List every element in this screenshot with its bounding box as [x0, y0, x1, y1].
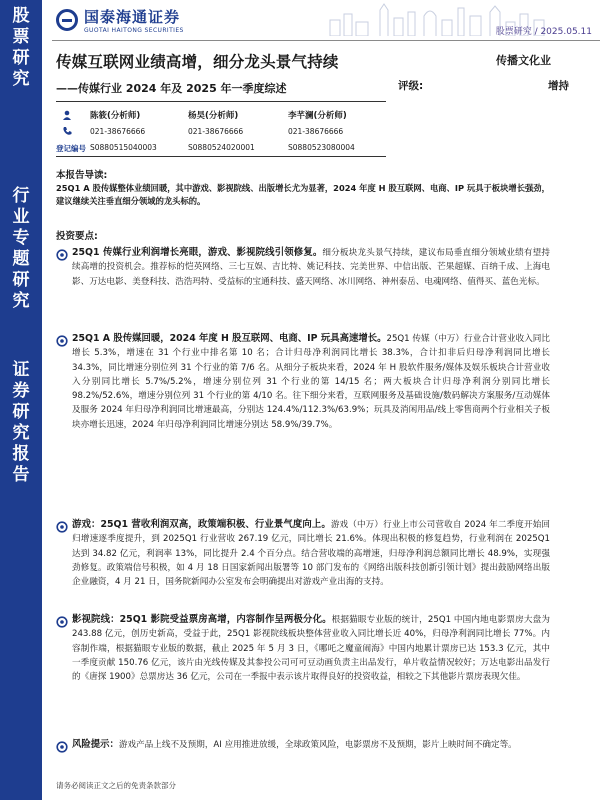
point-lead: 25Q1 A 股传媒回暖，2024 年度 H 股互联网、电商、IP 玩具高速增长。 — [72, 333, 387, 344]
point-paragraph — [72, 518, 550, 589]
sidebar-char: 专 — [12, 228, 30, 248]
analyst-cert: S0880523080004 — [288, 143, 355, 152]
logo-name-cn: 国泰海通证券 — [84, 8, 181, 26]
disclaimer-footer: 请务必阅读正文之后的免责条款部分 — [56, 781, 176, 790]
sidebar-char: 证 — [12, 360, 30, 380]
sidebar-char: 究 — [12, 69, 30, 89]
point-paragraph — [72, 332, 550, 432]
point-lead: 风险提示： — [72, 739, 119, 750]
report-sector: 传播文化业 — [496, 54, 551, 67]
sidebar-char: 究 — [12, 423, 30, 443]
bullet-icon — [56, 616, 68, 628]
rating-value: 增持 — [548, 80, 569, 92]
point-body: 25Q1 传媒（中万）行业合计营业收入同比增长 5.3%，增速在 31 个行业中排名第 10 名；合计归母净利润同比增长 38.3%，合计扣非后归母净利润同比增长 34.3%，同比增速分别位列 31 个行业的第 7/6 名。从细分子板块来看，2024 年 H 股软件服务/媒体及娱乐板块合计营业收入分别同比增长 5.7%/5.2%，增速分别位列 31 个行业的第 14/15 名；两大板块合计归母净利润分别同比增长 98.2%/52.6%，增速分别位列 31 个行业的第 4/10 名。往下细分来看，互联网服务及基础设施/数码解决方案服务/互动媒体及服务 2024 年归母净利润同比增速最高，分别达 124.4%/112.3%/63.9%；玩具及消闲用品/线上零售商两个行业相关子板块亦增长迅速，2024 年归母净利润同比增速分别达 58.9%/39.7%。 — [72, 334, 550, 430]
point-lead: 游戏：25Q1 营收利润双高，政策端积极、行业景气度向上。 — [72, 519, 331, 530]
sidebar-char: 究 — [12, 291, 30, 311]
bullet-icon — [56, 249, 68, 261]
sidebar-label-securities-report — [0, 360, 42, 486]
cert-label: 登记编号 — [56, 144, 86, 153]
analyst-cert: S0880515040003 — [90, 143, 157, 152]
bullet-icon — [56, 521, 68, 533]
sidebar-char: 行 — [12, 186, 30, 206]
sidebar-char: 题 — [12, 249, 30, 269]
analyst-table-bottom-border — [56, 156, 386, 157]
sidebar-char: 研 — [12, 402, 30, 422]
analyst-name: 杨昊(分析师) — [188, 111, 239, 121]
point-body: 游戏产品上线不及预期，AI 应用推进放缓，全球政策风险，电影票房不及预期，影片上映时间不确定等。 — [118, 740, 517, 750]
point-body: 根据猫眼专业版的统计，25Q1 中国内地电影票房大盘为 243.88 亿元，创历史新高，受益于此，25Q1 影视院线板块整体营业收入同比增长近 40%，归母净利润同比增长 77%。内容制作端，根据猫眼专业版的数据，截止 2025 年 5 月 3 日，《哪吒之魔童闹海》中国内地累计票房已达 153.3 亿元，其中一季度贡献 150.76 亿元，该片由光线传媒及其参投公司可可豆动画负责主出品发行，单片收益情况较好；万达电影出品发行的《唐探 1900》总票房达 36 亿元，公司在一季报中表示该片取得良好的投资收益，相较之下其他影片票房表现欠佳。 — [72, 615, 550, 683]
sidebar-char: 票 — [12, 27, 30, 47]
sidebar-char: 研 — [12, 48, 30, 68]
report-title: 传媒互联网业绩高增，细分龙头景气持续 — [56, 53, 339, 71]
person-icon — [62, 110, 72, 120]
point-body: 细分板块龙头景气持续，建议布局垂直细分领域业绩有望持续高增的投资机会。推荐标的恺英网络、三七互娱、吉比特、姚记科技、完美世界、中信出版、芒果超媒、百纳千成、上海电影、万达电影、美登科技、浩浩玛特、受益标的宝通科技、盛天网络、冰川网络、神州泰岳、电魂网络、值得买、蓝色光标。 — [72, 248, 550, 287]
logo-icon — [56, 9, 78, 31]
point-paragraph — [72, 738, 550, 752]
company-logo — [56, 6, 184, 34]
bullet-icon — [56, 741, 68, 753]
point-lead: 影视院线：25Q1 影院受益票房高增，内容制作呈两极分化。 — [72, 614, 332, 625]
analyst-name: 李芊澜(分析师) — [288, 111, 347, 121]
analyst-phone: 021-38676666 — [188, 127, 244, 136]
guide-text: 25Q1 A 股传媒整体业绩回暖，其中游戏、影视院线、出版增长尤为显著，2024 年度 H 股互联网、电商、IP 玩具于板块增长强劲，建议继续关注垂直细分领域的龙头标的。 — [56, 183, 550, 206]
sidebar-char: 股 — [12, 6, 30, 26]
point-body: 游戏（中万）行业上市公司营收自 2024 年二季度开始回归增速逐季度提升，到 2025Q1 行业营收 267.19 亿元，同比增长 21.6%。体现出积极的修复趋势，行业利润在 2025Q1 达到 34.82 亿元，利润率 13%，同比提升 2.4 个百分点。结合营收端的高增速，归母净利润总额同比增长 48.9%，实现强劲修复。政策端信号积极，如 4 月 18 日国家新闻出版署等 10 部门发布的《网络出版科技创新引领计划》提出鼓励网络出版企业融资，4 月 21 日，国务院新闻办公室发布会明确提出对游戏产业出海的支持。 — [72, 520, 550, 588]
sidebar-char: 告 — [12, 465, 30, 485]
analyst-phone: 021-38676666 — [288, 127, 344, 136]
sidebar-char: 研 — [12, 270, 30, 290]
logo-name-en: GUOTAI HAITONG SECURITIES — [84, 27, 184, 34]
sidebar-label-stock-research — [0, 6, 42, 90]
point-paragraph — [72, 613, 550, 684]
sidebar-char: 券 — [12, 381, 30, 401]
analyst-phone: 021-38676666 — [90, 127, 146, 136]
points-heading: 投资要点: — [56, 231, 98, 242]
analyst-name: 陈筱(分析师) — [90, 111, 141, 121]
guide-heading: 本报告导读: — [56, 170, 108, 181]
rating-label: 评级: — [398, 80, 424, 92]
doc-tag-date: 股票研究 / 2025.05.11 — [495, 27, 592, 37]
sidebar-char: 报 — [12, 444, 30, 464]
point-paragraph — [72, 246, 550, 289]
analyst-cert: S0880524020001 — [188, 143, 255, 152]
sidebar-char: 业 — [12, 207, 30, 227]
analyst-table-top-border — [56, 101, 386, 102]
point-lead: 25Q1 传媒行业利润增长亮眼，游戏、影视院线引领修复。 — [72, 247, 323, 258]
phone-icon — [62, 126, 72, 136]
bullet-icon — [56, 335, 68, 347]
report-subtitle: ——传媒行业 2024 年及 2025 年一季度综述 — [56, 82, 287, 95]
header-divider — [52, 40, 600, 41]
sidebar-label-industry-research — [0, 186, 42, 312]
